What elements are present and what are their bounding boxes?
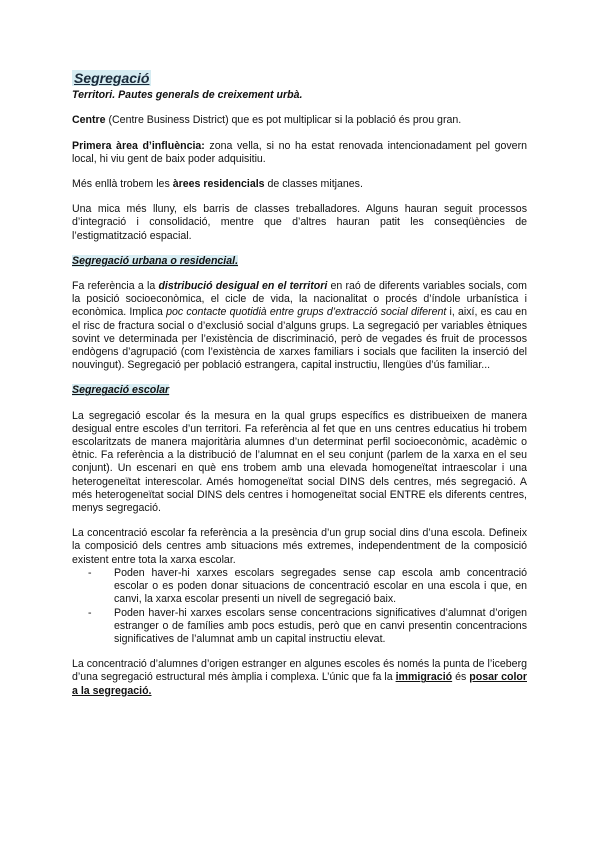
document-page	[72, 70, 527, 710]
escolar-3-pre: La concentració d’alumnes d’origen estranger en algunes escoles és només la punta de l’iceberg d’una segregació estructural més àmplia i complexa. L’únic que fa la	[72, 658, 527, 684]
urbana-pre: Fa referència a la	[72, 280, 159, 293]
immigracio-text: immigració	[395, 671, 453, 684]
primera-area-text: zona vella, si no ha estat renovada intencionadament pel govern local, hi viu gent de baix poder adquisitiu.	[72, 139, 527, 165]
paragraph-escolar-2: La concentració escolar fa referència a la presència d’un grup social dins d’una escola. Defineix la composició dels centres amb situacions més extremes, independentment de la composició existent entre tota la xarxa escolar.	[72, 527, 527, 566]
posar-color-text: posar color a la segregació.	[72, 671, 527, 697]
paragraph-primera-area	[72, 140, 527, 166]
heading-urbana: Segregació urbana o residencial.	[72, 254, 239, 267]
paragraph-mica-mes: Una mica més lluny, els barris de classes treballadores. Alguns hauran seguit processos d’integració i consolidació, mentre que d’altres hauran patit les conseqüències de l’estigmatització espacial.	[72, 203, 527, 242]
heading-escolar: Segregació escolar	[72, 384, 170, 397]
mes-enlla-post: de classes mitjanes.	[264, 178, 363, 191]
list-item: - Poden haver-hi xarxes escolars sense concentracions significatives d’alumnat d’origen estranger o de famílies amb pocs estudis, però que en canvi presentin concentracions significatives de l’alumnat amb un capital instructiu elevat.	[114, 607, 527, 647]
urbana-post: i, així, es cau en el risc de fractura social o d’exclusió social d’alguns grups. La segregació per variables ètniques sovint ve determinada per l’existència de discriminació, però de vegades és fruit de processos endògens d’agrupació (com l’existència de xarxes familiars i socials que faciliten la inserció del nouvingut). Segregació per població estrangera, capital instructiu, llengües d’ús familiar...	[72, 306, 527, 372]
page-subtitle: Territori. Pautes generals de creixement urbà.	[72, 89, 303, 102]
mes-enlla-bold: àrees residencials	[172, 178, 265, 191]
paragraph-mes-enlla	[72, 178, 527, 191]
primera-area-label: Primera àrea d’influència:	[72, 139, 205, 152]
urbana-italic: poc contacte quotidià entre grups d’extracció social diferent	[166, 306, 447, 319]
list-item: - Poden haver-hi xarxes escolars segregades sense cap escola amb concentració escolar o es poden donar situacions de concentració escolar en una escola i que, en canvi, la xarxa escolar presenti un nivell de segregació baix.	[114, 567, 527, 607]
paragraph-escolar-1: La segregació escolar és la mesura en la qual grups específics es distribueixen de manera desigual entre escoles d’un territori. Fa referència al fet que en uns centres educatius hi trobem escolaritzats de manera majoritària alumnes d’un determinat perfil socioeconòmic, acadèmic o ètnic. Fa referència a la distribució de l’alumnat en el seu conjunt (parlem de la xarxa en el seu conjunt). Un escenari en què ens trobem amb una elevada homogeneïtat intraescolar i una heterogeneïtat interescolar. Amés homogeneïtat social DINS dels centres, més segregació. A més heterogeneïtat social DINS dels centres i homogeneïtat social ENTRE els diferents centres, menys segregació.	[72, 409, 527, 515]
centre-label: Centre	[72, 114, 106, 127]
heading-urbana-wrap	[72, 255, 527, 268]
centre-text: (Centre Business District) que es pot multiplicar si la població és prou gran.	[105, 114, 462, 127]
escolar-3-mid: és	[452, 671, 470, 684]
heading-escolar-wrap	[72, 384, 527, 397]
mes-enlla-pre: Més enllà trobem les	[72, 178, 173, 191]
paragraph-centre	[72, 114, 527, 127]
bullet-list	[72, 567, 527, 646]
paragraph-urbana	[72, 280, 527, 372]
urbana-bold: distribució desigual en el territori	[158, 280, 328, 293]
paragraph-escolar-3	[72, 658, 527, 698]
urbana-mid: en raó de diferents variables socials, com la posició socioeconòmica, el cicle de vida, la nacionalitat o procés d’índole urbanística i econòmica. Implica	[72, 280, 527, 319]
title-wrap	[72, 70, 527, 87]
page-title: Segregació	[74, 70, 150, 86]
